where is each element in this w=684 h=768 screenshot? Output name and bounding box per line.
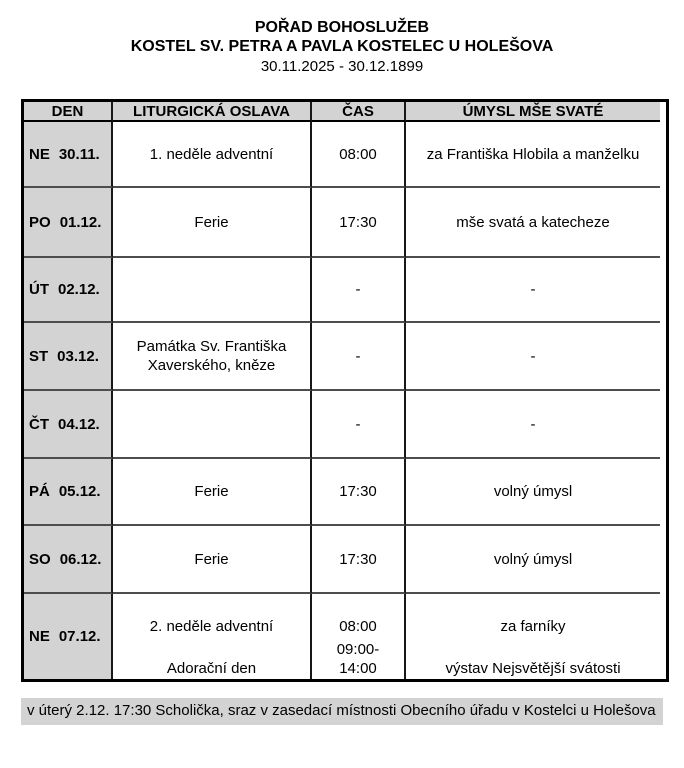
- day-abbrev: ÚT: [29, 281, 49, 298]
- intention-cell: [406, 594, 660, 679]
- time-cell-text: 17:30: [339, 483, 377, 500]
- celebration-cell-text: Památka Sv. Františka Xaverského, kněze: [136, 338, 287, 374]
- time-cell-text: 09:00-14:00: [336, 641, 380, 677]
- day-cell: [24, 323, 113, 391]
- date-range: 30.11.2025 - 30.12.1899: [260, 58, 424, 75]
- celebration-cell: [113, 323, 312, 391]
- day-date: 03.12.: [57, 347, 99, 365]
- header-liturgie: LITURGICKÁ OSLAVA: [113, 102, 312, 122]
- time-cell: [312, 323, 406, 391]
- celebration-cell-text: 1. neděle adventní: [149, 145, 274, 163]
- schedule-table: [21, 99, 669, 682]
- header-cas: ČAS: [312, 102, 406, 122]
- celebration-cell: [113, 258, 312, 323]
- celebration-cell: [113, 594, 312, 679]
- celebration-cell-text: Ferie: [194, 550, 229, 568]
- time-cell: [312, 594, 406, 679]
- day-abbrev: PÁ: [29, 483, 50, 500]
- intention-cell-text: mše svatá a katecheze: [456, 213, 610, 231]
- header-den: DEN: [24, 102, 113, 122]
- title-block: [0, 0, 684, 76]
- time-cell-text: 08:00: [339, 617, 377, 635]
- day-date: 30.11.: [58, 145, 100, 163]
- celebration-cell-text: Ferie: [194, 213, 229, 231]
- intention-cell: [406, 323, 660, 391]
- intention-cell-text: -: [530, 281, 536, 298]
- celebration-cell-text: Ferie: [194, 483, 229, 500]
- intention-cell-text: za Františka Hlobila a manželku: [426, 145, 640, 163]
- day-abbrev: NE: [29, 145, 50, 163]
- day-abbrev: ST: [29, 347, 49, 365]
- celebration-cell: [113, 122, 312, 188]
- celebration-cell-text: Adorační den: [166, 660, 257, 677]
- day-date: 05.12.: [58, 483, 101, 500]
- celebration-cell: [113, 391, 312, 459]
- time-cell-text: 17:30: [339, 213, 377, 231]
- day-abbrev: NE: [29, 628, 50, 645]
- time-cell-text: 08:00: [339, 145, 377, 163]
- intention-cell: [406, 122, 660, 188]
- church-subtitle: KOSTEL SV. PETRA A PAVLA KOSTELEC U HOLEŠOVA: [130, 38, 554, 55]
- page-title: POŘAD BOHOSLUŽEB: [254, 19, 430, 36]
- time-cell: [312, 526, 406, 594]
- celebration-cell: [113, 459, 312, 526]
- day-cell: [24, 188, 113, 258]
- time-cell: [312, 391, 406, 459]
- day-abbrev: SO: [29, 550, 51, 568]
- celebration-cell-line: [113, 658, 310, 679]
- intention-cell: [406, 391, 660, 459]
- intention-cell-text: -: [530, 415, 536, 433]
- celebration-cell-text: 2. neděle adventní: [149, 617, 274, 635]
- intention-cell: [406, 188, 660, 258]
- day-date: 01.12.: [59, 213, 102, 231]
- intention-cell-text: -: [530, 347, 536, 365]
- intention-cell-text: volný úmysl: [493, 483, 573, 500]
- time-cell: [312, 258, 406, 323]
- intention-cell-line: [406, 658, 660, 679]
- day-date: 06.12.: [59, 550, 102, 568]
- day-cell: [24, 459, 113, 526]
- header-umysl: ÚMYSL MŠE SVATÉ: [406, 102, 660, 122]
- intention-cell-text: výstav Nejsvětější svátosti: [445, 660, 621, 677]
- day-cell: [24, 391, 113, 459]
- time-cell-text: -: [355, 347, 361, 365]
- intention-cell: [406, 459, 660, 526]
- day-date: 07.12.: [58, 628, 101, 645]
- day-cell: [24, 122, 113, 188]
- footer-note: v úterý 2.12. 17:30 Scholička, sraz v zasedací místnosti Obecního úřadu v Kostelci u Holešova: [21, 698, 663, 725]
- time-cell: [312, 459, 406, 526]
- time-cell: [312, 188, 406, 258]
- day-date: 04.12.: [58, 415, 100, 433]
- intention-cell: [406, 526, 660, 594]
- time-cell-text: -: [355, 415, 361, 433]
- day-date: 02.12.: [58, 281, 100, 298]
- time-cell-line: [312, 641, 404, 679]
- time-cell-text: 17:30: [339, 550, 377, 568]
- day-cell: [24, 594, 113, 679]
- celebration-cell: [113, 188, 312, 258]
- intention-cell-text: volný úmysl: [493, 550, 573, 568]
- day-abbrev: PO: [29, 213, 51, 231]
- intention-cell: [406, 258, 660, 323]
- intention-cell-line: [406, 594, 660, 658]
- celebration-cell-line: [113, 594, 310, 658]
- celebration-cell: [113, 526, 312, 594]
- day-cell: [24, 258, 113, 323]
- day-abbrev: ČT: [29, 415, 49, 433]
- time-cell-text: -: [355, 281, 361, 298]
- intention-cell-text: za farníky: [500, 617, 566, 635]
- day-cell: [24, 526, 113, 594]
- time-cell: [312, 122, 406, 188]
